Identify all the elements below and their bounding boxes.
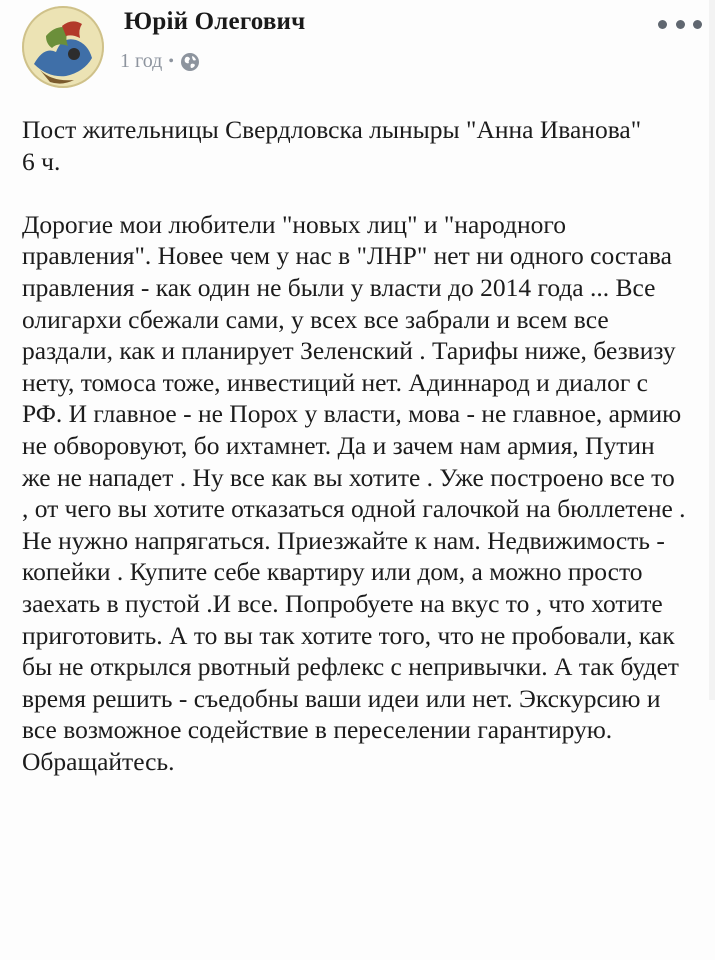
- paragraph-spacer: [22, 177, 687, 209]
- post-body: [22, 114, 687, 777]
- more-dot: [676, 20, 685, 29]
- scrollbar[interactable]: [709, 0, 715, 700]
- more-dot: [693, 20, 702, 29]
- author-avatar[interactable]: [22, 6, 104, 88]
- more-dot: [658, 20, 667, 29]
- meta-separator: •: [168, 52, 174, 70]
- avatar-illustration: [22, 6, 104, 88]
- globe-icon[interactable]: [180, 52, 200, 72]
- post-text: Дорогие мои любители "новых лиц" и "народного правления". Новее чем у нас в "ЛНР" нет ни одного состава правления - как один не были у власти до 2014 года ... Все олигархи сбежали сами, у всех все забрали и всем все раздали, как и планирует Зеленский . Тарифы ниже, безвизу нету, томоса тоже, инвестиций нет. Адиннарод и диалог с РФ. И главное - не Порох у власти, мова - не главное, армию не обворовуют, бо ихтамнет. Да и зачем нам армия, Путин же не нападет . Ну все как вы хотите . Уже построено все то , от чего вы хотите отказаться одной галочкой на бюллетене . Не нужно напрягаться. Приезжайте к нам. Недвижимость - копейки . Купите себе квартиру или дом, а можно просто заехать в пустой .И все. Попробуете на вкус то , что хотите приготовить. А то вы так хотите того, что не пробовали, как бы не открылся рвотный рефлекс с непривычки. А так будет время решить - съедобны ваши идеи или нет. Экскурсию и все возможное содействие в переселении гарантирую. Обращайтесь.: [22, 209, 686, 776]
- author-name[interactable]: Юрій Олегович: [124, 8, 306, 35]
- post-meta: [120, 50, 200, 73]
- quoted-post-title: Пост жительницы Свердловска лыныры "Анна Иванова": [22, 115, 642, 144]
- quoted-post-time: 6 ч.: [22, 146, 61, 176]
- post-timestamp[interactable]: 1 год: [120, 50, 163, 72]
- more-options-icon[interactable]: [658, 10, 702, 38]
- post-header: [22, 6, 702, 86]
